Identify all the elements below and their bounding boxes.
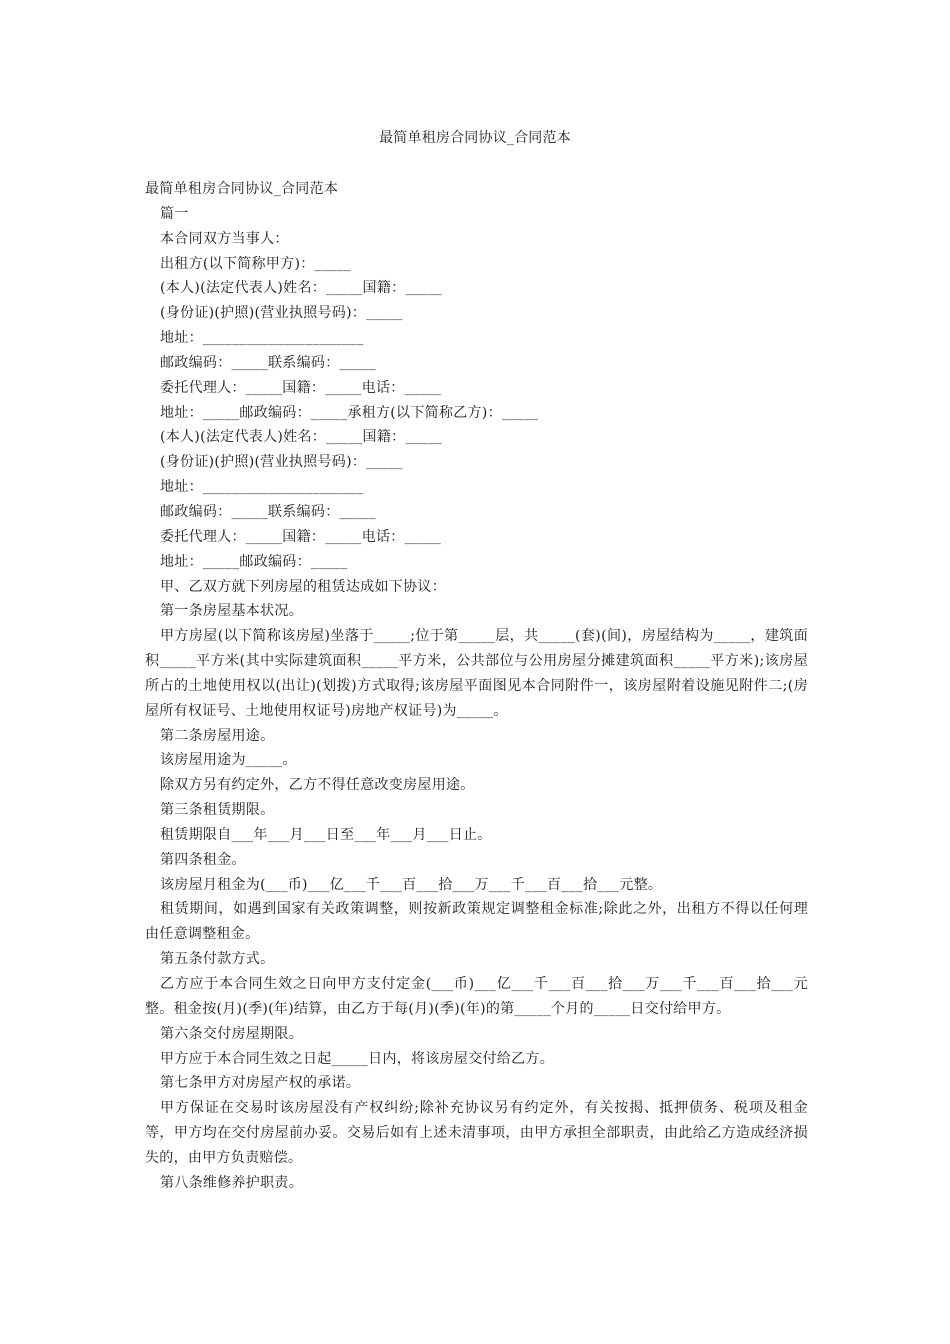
page-title: 最简单租房合同协议_合同范本 [379,130,571,146]
document-paragraph: 篇一 [160,205,189,222]
document-paragraph: 地址：______________________ [160,479,364,496]
document-paragraph: 该房屋月租金为(___币)___亿___千___百___拾___万___千___百___拾___元整。 [160,876,663,893]
document-paragraph: 该房屋用途为_____。 [160,752,297,769]
document-paragraph: 租赁期间，如遇到国家有关政策调整，则按新政策规定调整租金标准;除此之外，出租方不得以任何理由任意调整租金。 [145,901,808,943]
document-paragraph: (本人)(法定代表人)姓名：_____国籍：_____ [160,429,442,446]
document-paragraph: 甲方房屋(以下简称该房屋)坐落于_____;位于第_____层，共_____(套)(间)，房屋结构为_____，建筑面积_____平方米(其中实际建筑面积_____平方米，公共部位与公用房屋分摊建筑面积_____平方米);该房屋所占的土地使用权以(出让)(划拨)方式取得;该房屋平面图见本合同附件一，该房屋附着设施见附件二;(房屋所有权证号、土地使用权证号)房地产权证号)为_____。 [145,628,808,719]
document-body [145,177,808,1196]
document-paragraph: 第一条房屋基本状况。 [160,603,303,620]
document-paragraph: 第二条房屋用途。 [160,727,275,744]
document-paragraph: 甲方应于本合同生效之日起_____日内，将该房屋交付给乙方。 [160,1050,554,1067]
document-paragraph: 乙方应于本合同生效之日向甲方支付定金(___币)___亿___千___百___拾___万___千___百___拾___元整。租金按(月)(季)(年)结算，由乙方于每(月)(季)(年)的第_____个月的_____日交付给甲方。 [145,976,808,1017]
document-paragraph: 甲、乙双方就下列房屋的租赁达成如下协议： [160,578,446,595]
document-paragraph: 地址：_____邮政编码：_____承租方(以下简称乙方)：_____ [160,404,539,421]
document-paragraph: (本人)(法定代表人)姓名：_____国籍：_____ [160,280,442,297]
document-paragraph: 出租方(以下简称甲方)：_____ [160,255,352,272]
document-paragraph: 邮政编码：_____联系编码：_____ [160,503,376,520]
document-paragraph: 最简单租房合同协议_合同范本 [145,181,339,197]
document-paragraph: 租赁期限自___年___月___日至___年___月___日止。 [160,826,492,843]
document-paragraph: (身份证)(护照)(营业执照号码)：_____ [160,305,403,322]
document-paragraph: 地址：_____邮政编码：_____ [160,553,348,570]
document-paragraph: 第六条交付房屋期限。 [160,1025,303,1042]
document-paragraph: 邮政编码：_____联系编码：_____ [160,354,376,371]
document-paragraph: 除双方另有约定外，乙方不得任意改变房屋用途。 [160,777,475,794]
document-paragraph: 委托代理人：_____国籍：_____电话：_____ [160,379,442,396]
document-paragraph: 地址：______________________ [160,330,364,347]
document-paragraph: 委托代理人：_____国籍：_____电话：_____ [160,528,442,545]
document-paragraph: 第八条维修养护职责。 [160,1174,303,1191]
document-paragraph: 第四条租金。 [160,851,246,868]
document-paragraph: 第七条甲方对房屋产权的承诺。 [160,1075,361,1092]
document-paragraph: 第三条租赁期限。 [160,802,275,819]
document-paragraph: 本合同双方当事人： [160,230,289,247]
document-paragraph: 第五条付款方式。 [160,951,275,968]
document-paragraph: 甲方保证在交易时该房屋没有产权纠纷;除补充协议另有约定外，有关按揭、抵押债务、税项及租金等，甲方均在交付房屋前办妥。交易后如有上述未清事项，由甲方承担全部职责，由此给乙方造成经济损失的，由甲方负责赔偿。 [145,1100,808,1166]
document-paragraph: (身份证)(护照)(营业执照号码)：_____ [160,454,403,471]
